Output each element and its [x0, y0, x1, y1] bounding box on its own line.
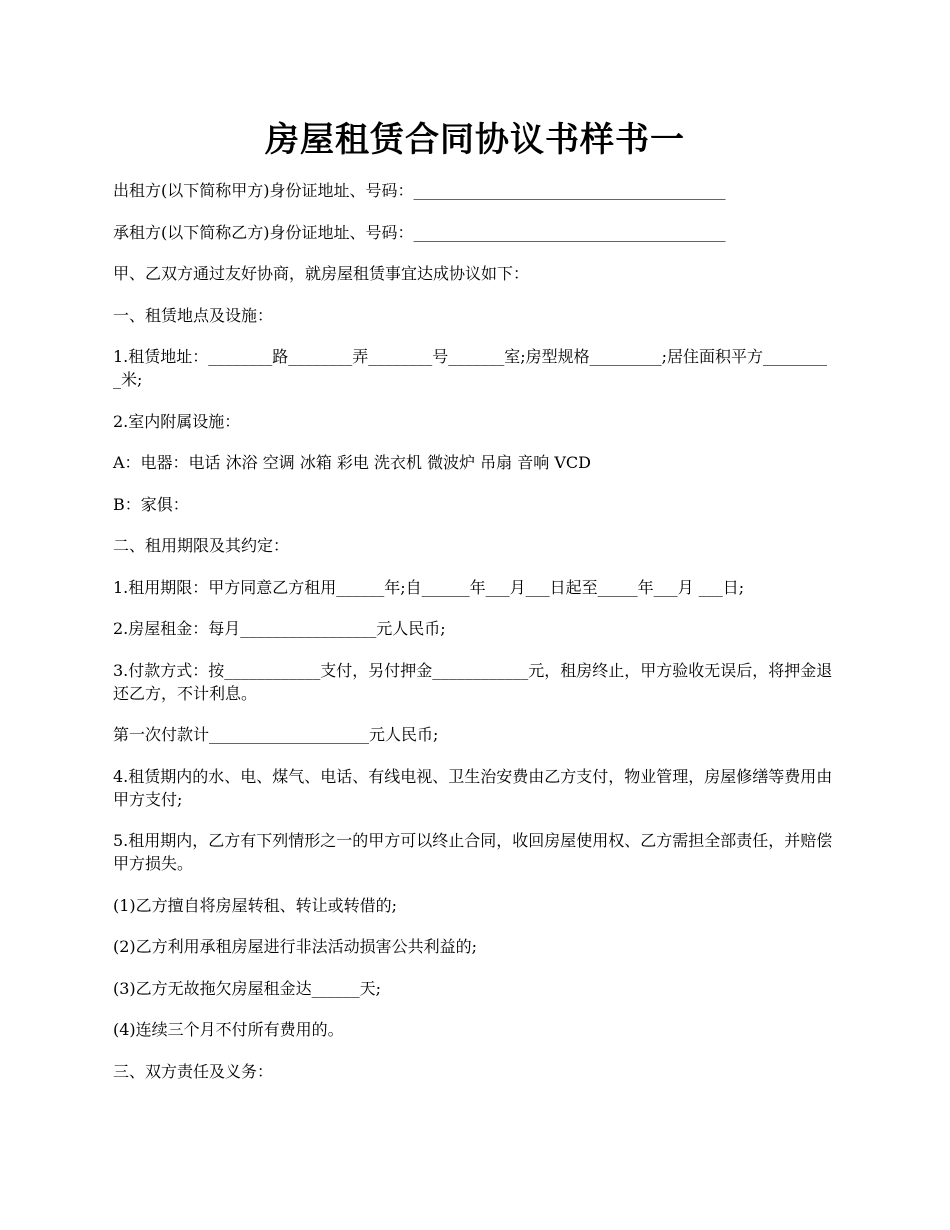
paragraph-agreement-intro: 甲、乙双方通过友好协商，就房屋租赁事宜达成协议如下：	[113, 264, 530, 283]
paragraph-rental-term: 1.租用期限：甲方同意乙方租用______年;自______年___月___日起至_____年___月 ___日;	[113, 577, 745, 597]
paragraph-lessee: 承租方(以下简称乙方)身份证地址、号码：_______________________________________	[113, 222, 726, 242]
paragraph-rental-address: 1.租赁地址：________路________弄________号_______室;房型规格_________;居住面积平方_________米;	[113, 347, 828, 389]
paragraph-condition-1: (1)乙方擅自将房屋转租、转让或转借的;	[113, 895, 398, 915]
paragraph-rent: 2.房屋租金：每月_________________元人民币;	[113, 619, 446, 638]
paragraph-utilities: 4.租赁期内的水、电、煤气、电话、有线电视、卫生治安费由乙方支付，物业管理，房屋修缮等费用由甲方支付;	[113, 766, 833, 809]
section-heading-term: 二、租用期限及其约定：	[113, 536, 290, 555]
paragraph-appliances: A：电器：电话 沐浴 空调 冰箱 彩电 洗衣机 微波炉 吊扇 音响 VCD	[113, 453, 591, 472]
paragraph-termination: 5.租用期内，乙方有下列情形之一的甲方可以终止合同，收回房屋使用权、乙方需担全部责任，并赔偿甲方损失。	[113, 831, 833, 873]
paragraph-condition-4: (4)连续三个月不付所有费用的。	[113, 1020, 344, 1039]
paragraph-first-payment: 第一次付款计____________________元人民币;	[113, 725, 439, 744]
section-heading-responsibilities: 三、双方责任及义务：	[113, 1061, 274, 1081]
section-heading-location: 一、租赁地点及设施：	[113, 305, 274, 325]
paragraph-condition-3: (3)乙方无故拖欠房屋租金达______天;	[113, 978, 382, 998]
document-body	[113, 179, 835, 1101]
paragraph-condition-2: (2)乙方利用承租房屋进行非法活动损害公共利益的;	[113, 937, 478, 956]
paragraph-payment-method: 3.付款方式：按____________支付，另付押金____________元，租房终止，甲方验收无误后，将押金退还乙方，不计利息。	[113, 660, 833, 703]
paragraph-furniture: B：家俱：	[113, 494, 189, 514]
document-title: 房屋租赁合同协议书样书一	[265, 120, 685, 160]
paragraph-facilities: 2.室内附属设施：	[113, 411, 241, 431]
paragraph-lessor: 出租方(以下简称甲方)身份证地址、号码：_______________________________________	[113, 181, 726, 200]
